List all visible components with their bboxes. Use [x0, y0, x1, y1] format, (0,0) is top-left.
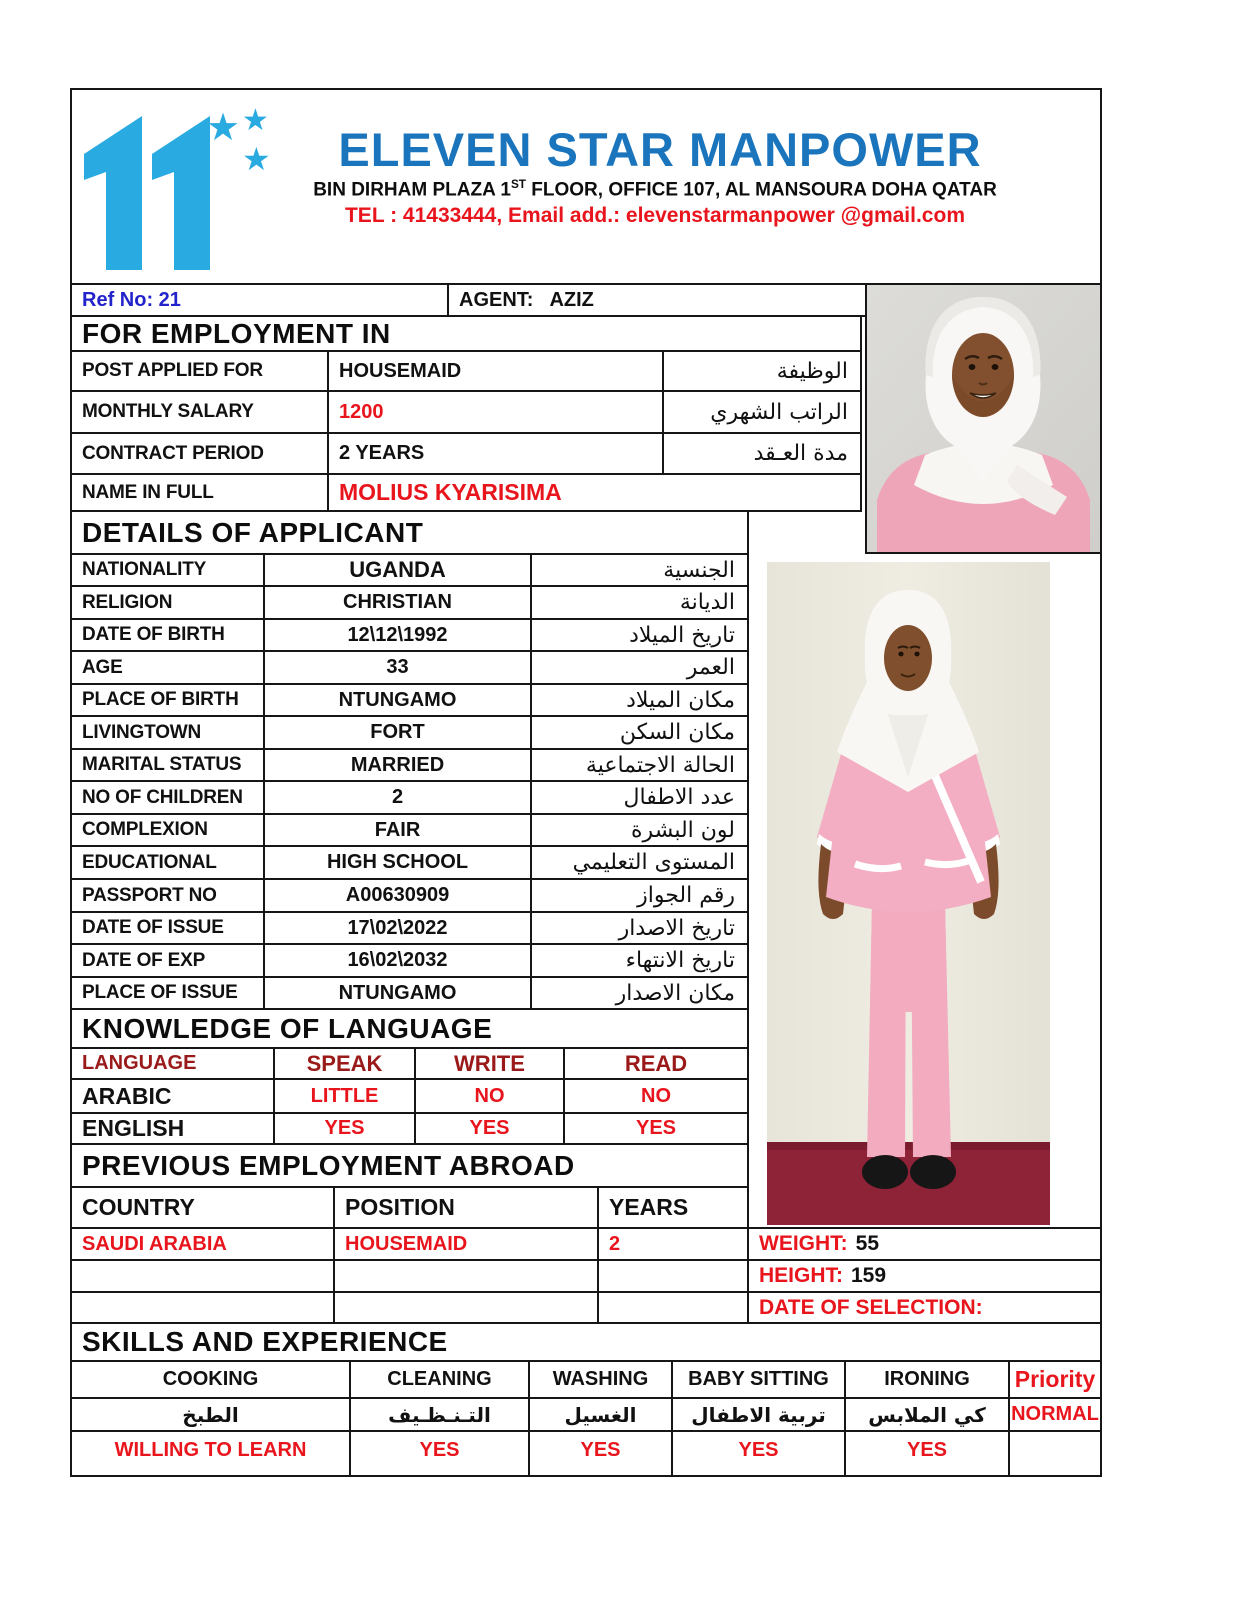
skill-header: WASHING — [528, 1360, 673, 1399]
read-value: YES — [563, 1112, 749, 1145]
field-arabic: الحالة الاجتماعية — [530, 748, 749, 782]
field-label: POST APPLIED FOR — [70, 350, 329, 392]
position-header: POSITION — [333, 1186, 599, 1229]
priority-value: NORMAL — [1008, 1397, 1102, 1432]
skill-arabic: الطبخ — [70, 1397, 351, 1432]
field-label: DATE OF ISSUE — [70, 911, 265, 945]
applicant-portrait-photo — [865, 283, 1102, 554]
field-arabic: الديانة — [530, 585, 749, 620]
full-body-photo-image — [767, 562, 1050, 1225]
field-arabic: تاريخ الاصدار — [530, 911, 749, 945]
field-value: CHRISTIAN — [263, 585, 532, 620]
section-skills — [70, 1322, 1102, 1362]
country-value — [70, 1291, 335, 1324]
field-value: NTUNGAMO — [263, 683, 532, 717]
logo-star-icon: ★ — [242, 108, 269, 137]
section-title: DETAILS OF APPLICANT — [82, 516, 424, 548]
skill-header: CLEANING — [349, 1360, 530, 1399]
language-name: ENGLISH — [70, 1112, 275, 1145]
position-value — [333, 1259, 599, 1293]
read-header: READ — [563, 1047, 749, 1080]
field-value: 33 — [263, 650, 532, 685]
field-value: 12\12\1992 — [263, 618, 532, 652]
write-header: WRITE — [414, 1047, 565, 1080]
agent-value: AZIZ — [549, 288, 594, 311]
field-value: HIGH SCHOOL — [263, 845, 532, 880]
eleven-logo-icon — [84, 108, 284, 278]
date-of-selection-row — [747, 1291, 1102, 1324]
field-arabic: الوظيفة — [662, 350, 862, 392]
field-value: HOUSEMAID — [327, 350, 664, 392]
field-label: PASSPORT NO — [70, 878, 265, 913]
field-arabic: مكان الاصدار — [530, 976, 749, 1010]
read-value: NO — [563, 1078, 749, 1114]
skill-value: YES — [528, 1430, 673, 1477]
field-value: A00630909 — [263, 878, 532, 913]
skill-header: BABY SITTING — [671, 1360, 846, 1399]
field-label: COMPLEXION — [70, 813, 265, 847]
field-arabic: عدد الاطفال — [530, 780, 749, 815]
field-value: 16\02\2032 — [263, 943, 532, 978]
field-value: FAIR — [263, 813, 532, 847]
field-label: RELIGION — [70, 585, 265, 620]
field-arabic: المستوى التعليمي — [530, 845, 749, 880]
section-details — [70, 510, 749, 555]
field-label: AGE — [70, 650, 265, 685]
section-title: SKILLS AND EXPERIENCE — [82, 1326, 448, 1357]
skill-arabic: تربية الاطفال — [671, 1397, 846, 1432]
years-value: 2 — [597, 1227, 749, 1261]
field-arabic: الجنسية — [530, 553, 749, 587]
field-label: PLACE OF BIRTH — [70, 683, 265, 717]
weight-value: 55 — [855, 1232, 880, 1255]
country-value — [70, 1259, 335, 1293]
skill-arabic: التـنـظـيف — [349, 1397, 530, 1432]
years-header: YEARS — [597, 1186, 749, 1229]
field-value: NTUNGAMO — [263, 976, 532, 1010]
skill-value: YES — [349, 1430, 530, 1477]
height-label: HEIGHT: — [759, 1264, 843, 1287]
country-value: SAUDI ARABIA — [70, 1227, 335, 1261]
speak-value: LITTLE — [273, 1078, 416, 1114]
skill-header: IRONING — [844, 1360, 1010, 1399]
write-value: NO — [414, 1078, 565, 1114]
section-language — [70, 1008, 749, 1049]
field-arabic: العمر — [530, 650, 749, 685]
field-label: DATE OF BIRTH — [70, 618, 265, 652]
skill-value: YES — [844, 1430, 1010, 1477]
field-arabic: رقم الجواز — [530, 878, 749, 913]
field-label: PLACE OF ISSUE — [70, 976, 265, 1010]
skill-value: WILLING TO LEARN — [70, 1430, 351, 1477]
field-label: NO OF CHILDREN — [70, 780, 265, 815]
agent-label: AGENT: — [459, 288, 534, 311]
field-arabic: لون البشرة — [530, 813, 749, 847]
field-arabic: مدة العـقد — [662, 432, 862, 475]
field-value: 17\02\2022 — [263, 911, 532, 945]
agency-contact: TEL : 41433444, Email add.: elevenstarmanpower @gmail.com — [344, 204, 965, 227]
skill-arabic: الغسيل — [528, 1397, 673, 1432]
field-arabic: الراتب الشهري — [662, 390, 862, 434]
field-label: MARITAL STATUS — [70, 748, 265, 782]
field-value: UGANDA — [263, 553, 532, 587]
section-title: PREVIOUS EMPLOYMENT ABROAD — [82, 1149, 575, 1181]
language-name: ARABIC — [70, 1078, 275, 1114]
field-value: 2 — [263, 780, 532, 815]
position-value — [333, 1291, 599, 1324]
section-title: FOR EMPLOYMENT IN — [82, 317, 391, 349]
skill-header: COOKING — [70, 1360, 351, 1399]
speak-value: YES — [273, 1112, 416, 1145]
skill-value: YES — [671, 1430, 846, 1477]
speak-header: SPEAK — [273, 1047, 416, 1080]
years-value — [597, 1259, 749, 1293]
field-label: LIVINGTOWN — [70, 715, 265, 750]
field-label: DATE OF EXP — [70, 943, 265, 978]
agency-title: ELEVEN STAR MANPOWER — [338, 123, 982, 176]
agency-logo — [84, 108, 284, 278]
height-value: 159 — [851, 1264, 887, 1287]
weight-row — [747, 1227, 1102, 1261]
portrait-photo-image — [867, 285, 1100, 552]
language-header: LANGUAGE — [70, 1047, 275, 1080]
section-title: KNOWLEDGE OF LANGUAGE — [82, 1012, 493, 1044]
position-value: HOUSEMAID — [333, 1227, 599, 1261]
section-previous-employment — [70, 1143, 749, 1188]
applicant-full-body-photo — [767, 562, 1050, 1225]
skill-arabic: كي الملابس — [844, 1397, 1010, 1432]
field-label: NATIONALITY — [70, 553, 265, 587]
section-for-employment — [70, 315, 862, 352]
agent-cell — [447, 283, 867, 317]
weight-label: WEIGHT: — [759, 1232, 848, 1255]
ref-no-cell — [70, 283, 449, 317]
field-label: NAME IN FULL — [70, 473, 329, 512]
field-label: CONTRACT PERIOD — [70, 432, 329, 475]
height-row — [747, 1259, 1102, 1293]
field-arabic: تاريخ الانتهاء — [530, 943, 749, 978]
selection-label: DATE OF SELECTION: — [759, 1295, 983, 1319]
field-value: 2 YEARS — [327, 432, 664, 475]
priority-header: Priority — [1008, 1360, 1102, 1399]
name-in-full-value: MOLIUS KYARISIMA — [327, 473, 862, 512]
agency-address: BIN DIRHAM PLAZA 1ST FLOOR, OFFICE 107, AL MANSOURA DOHA QATAR — [313, 178, 997, 201]
field-arabic: مكان السكن — [530, 715, 749, 750]
field-arabic: تاريخ الميلاد — [530, 618, 749, 652]
years-value — [597, 1291, 749, 1324]
field-value: FORT — [263, 715, 532, 750]
ref-no: Ref No: 21 — [82, 288, 181, 311]
logo-star-icon: ★ — [206, 108, 241, 149]
field-value: 1200 — [327, 390, 664, 434]
logo-star-icon: ★ — [242, 141, 271, 177]
skill-value-empty — [1008, 1430, 1102, 1477]
country-header: COUNTRY — [70, 1186, 335, 1229]
field-arabic: مكان الميلاد — [530, 683, 749, 717]
field-value: MARRIED — [263, 748, 532, 782]
field-label: MONTHLY SALARY — [70, 390, 329, 434]
field-label: EDUCATIONAL — [70, 845, 265, 880]
write-value: YES — [414, 1112, 565, 1145]
